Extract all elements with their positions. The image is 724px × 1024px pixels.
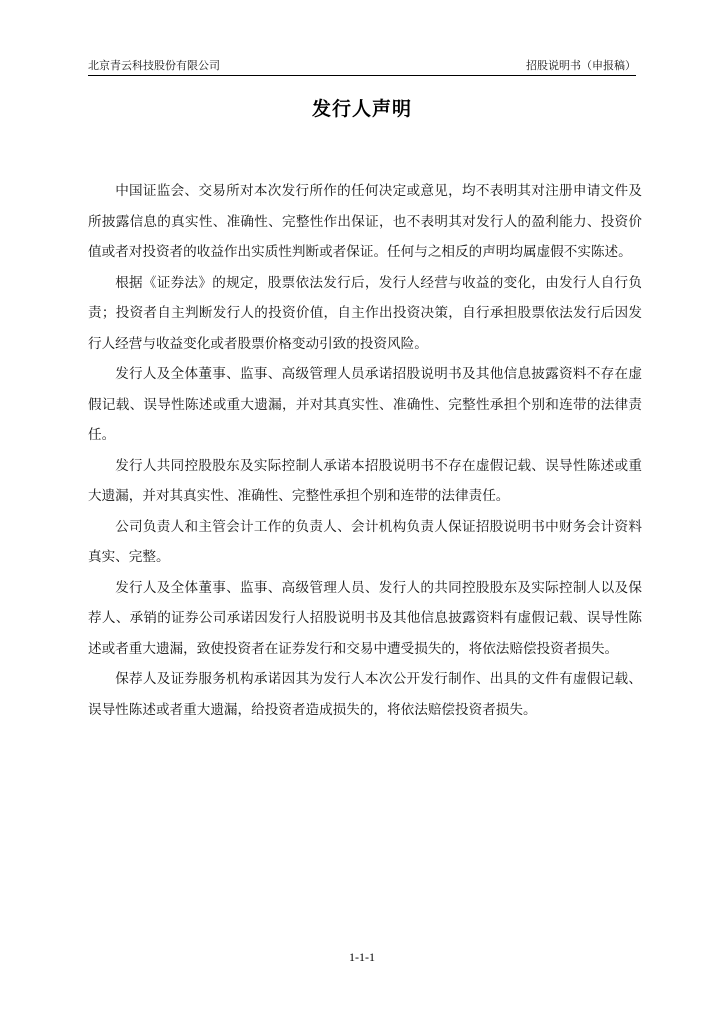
declaration-body: [88, 176, 642, 725]
paragraph-1: 中国证监会、交易所对本次发行所作的任何决定或意见，均不表明其对注册申请文件及所披露信息的真实性、准确性、完整性作出保证，也不表明其对发行人的盈利能力、投资价值或者对投资者的收益作出实质性判断或者保证。任何与之相反的声明均属虚假不实陈述。: [88, 183, 642, 260]
header-document-type: 招股说明书（申报稿）: [526, 59, 636, 72]
paragraph-7: 保荐人及证券服务机构承诺因其为发行人本次公开发行制作、出具的文件有虚假记载、误导性陈述或者重大遗漏，给投资者造成损失的，将依法赔偿投资者损失。: [88, 671, 642, 718]
page-number: 1-1-1: [349, 950, 375, 964]
page-header: [88, 57, 636, 75]
page-title: 发行人声明: [311, 98, 412, 120]
paragraph-2: 根据《证券法》的规定，股票依法发行后，发行人经营与收益的变化，由发行人自行负责；投资者自主判断发行人的投资价值，自主作出投资决策，自行承担股票依法发行后因发行人经营与收益变化或者股票价格变动引致的投资风险。: [88, 274, 642, 352]
paragraph-4: 发行人共同控股股东及实际控制人承诺本招股说明书不存在虚假记载、误导性陈述或重大遗漏，并对其真实性、准确性、完整性承担个别和连带的法律责任。: [88, 457, 642, 504]
header-divider: [88, 75, 636, 76]
header-company-name: 北京青云科技股份有限公司: [88, 59, 220, 72]
paragraph-6: 发行人及全体董事、监事、高级管理人员、发行人的共同控股股东及实际控制人以及保荐人、承销的证券公司承诺因发行人招股说明书及其他信息披露资料有虚假记载、误导性陈述或者重大遗漏，致使投资者在证券发行和交易中遭受损失的，将依法赔偿投资者损失。: [88, 579, 642, 657]
paragraph-3: 发行人及全体董事、监事、高级管理人员承诺招股说明书及其他信息披露资料不存在虚假记载、误导性陈述或重大遗漏，并对其真实性、准确性、完整性承担个别和连带的法律责任。: [88, 366, 642, 443]
paragraph-5: 公司负责人和主管会计工作的负责人、会计机构负责人保证招股说明书中财务会计资料真实、完整。: [88, 518, 642, 565]
